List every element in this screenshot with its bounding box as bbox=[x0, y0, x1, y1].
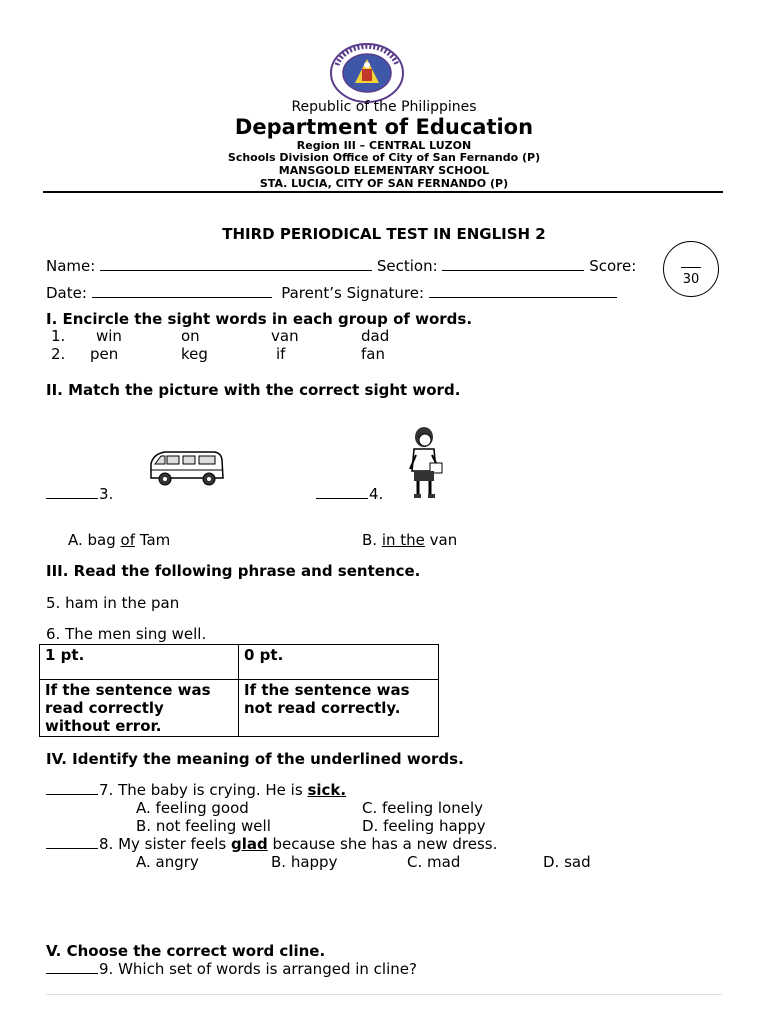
school-address: STA. LUCIA, CITY OF SAN FERNANDO (P) bbox=[259, 177, 509, 190]
part1-row-1-word-3: van bbox=[271, 327, 299, 345]
name-label: Name: bbox=[46, 257, 96, 275]
q7-option-a: A. feeling good bbox=[136, 799, 249, 817]
question-8-text-end: because she has a new dress. bbox=[267, 835, 498, 853]
region-text: Region III – CENTRAL LUZON bbox=[296, 139, 472, 152]
section-field[interactable] bbox=[442, 256, 584, 271]
question-9-answer-blank[interactable] bbox=[46, 961, 98, 974]
part3-heading: III. Read the following phrase and sentence. bbox=[46, 562, 421, 580]
deped-seal bbox=[329, 43, 405, 103]
page-bottom-divider bbox=[46, 994, 722, 995]
question-8-text: 8. My sister feels bbox=[99, 835, 231, 853]
q7-option-c: C. feeling lonely bbox=[362, 799, 484, 817]
question-8-underlined-word: glad bbox=[231, 835, 268, 853]
choice-b bbox=[362, 531, 457, 549]
part1-heading: I. Encircle the sight words in each group of words. bbox=[46, 310, 473, 328]
item-5: 5. ham in the pan bbox=[46, 594, 180, 612]
choice-a-suffix: Tam bbox=[135, 531, 171, 549]
q8-option-c: C. mad bbox=[407, 853, 461, 871]
parent-signature-label: Parent’s Signature: bbox=[281, 284, 425, 302]
item-4-number: 4. bbox=[369, 485, 384, 503]
name-row bbox=[46, 256, 636, 275]
header-divider bbox=[43, 191, 723, 193]
question-8 bbox=[46, 835, 497, 853]
item-3-number: 3. bbox=[99, 485, 114, 503]
division-text: Schools Division Office of City of San Fernando (P) bbox=[227, 151, 541, 164]
score-circle[interactable] bbox=[663, 241, 719, 297]
part2-heading: II. Match the picture with the correct sight word. bbox=[46, 381, 461, 399]
part1-row-1-word-2: on bbox=[181, 327, 200, 345]
scoring-table-body-row bbox=[40, 680, 439, 737]
score-label: Score: bbox=[589, 257, 637, 275]
part5-heading: V. Choose the correct word cline. bbox=[46, 942, 326, 960]
choice-b-prefix: B. bbox=[362, 531, 382, 549]
question-9-text: 9. Which set of words is arranged in cline? bbox=[99, 960, 417, 978]
score-blank bbox=[681, 267, 701, 268]
section-label: Section: bbox=[376, 257, 438, 275]
question-7-underlined-word: sick. bbox=[307, 781, 347, 799]
choice-b-underlined: in the bbox=[381, 531, 425, 549]
part1-row-2-word-3: if bbox=[276, 345, 286, 363]
q7-option-b: B. not feeling well bbox=[136, 817, 271, 835]
item-6: 6. The men sing well. bbox=[46, 625, 207, 643]
q8-option-b: B. happy bbox=[271, 853, 338, 871]
school-name: MANSGOLD ELEMENTARY SCHOOL bbox=[278, 164, 490, 177]
choice-b-suffix: van bbox=[424, 531, 458, 549]
part1-row-2-num: 2. bbox=[51, 345, 66, 363]
boy-with-bag-picture bbox=[404, 425, 448, 501]
part1-row-1-word-4: dad bbox=[361, 327, 390, 345]
question-8-answer-blank[interactable] bbox=[46, 836, 98, 849]
item-3-answer-blank[interactable] bbox=[46, 486, 98, 499]
q8-option-a: A. angry bbox=[136, 853, 199, 871]
test-title: THIRD PERIODICAL TEST IN ENGLISH 2 bbox=[222, 225, 546, 243]
item-4-answer-blank[interactable] bbox=[316, 486, 368, 499]
part1-row-1-num: 1. bbox=[51, 327, 66, 345]
part1-row-2-word-2: keg bbox=[181, 345, 208, 363]
date-row bbox=[46, 283, 617, 302]
part1-row-1-word-1: win bbox=[96, 327, 122, 345]
choice-a-underlined: of bbox=[120, 531, 136, 549]
scoring-col2-text: If the sentence was not read correctly. bbox=[239, 680, 439, 737]
date-label: Date: bbox=[46, 284, 87, 302]
name-field[interactable] bbox=[100, 256, 372, 271]
part1-row-2-word-4: fan bbox=[361, 345, 385, 363]
choice-a bbox=[68, 531, 170, 549]
choice-a-prefix: A. bag bbox=[68, 531, 121, 549]
scoring-table-header-row bbox=[40, 645, 439, 680]
part1-row-2-word-1: pen bbox=[90, 345, 119, 363]
q7-option-d: D. feeling happy bbox=[362, 817, 486, 835]
question-9 bbox=[46, 960, 417, 978]
part4-heading: IV. Identify the meaning of the underlined words. bbox=[46, 750, 464, 768]
date-field[interactable] bbox=[92, 283, 272, 298]
parent-signature-field[interactable] bbox=[429, 283, 617, 298]
scoring-col2-head: 0 pt. bbox=[239, 645, 439, 680]
item-4 bbox=[316, 485, 383, 503]
van-picture bbox=[147, 448, 225, 488]
item-3 bbox=[46, 485, 113, 503]
department-title: Department of Education bbox=[234, 115, 534, 139]
scoring-col1-text: If the sentence was read correctly without error. bbox=[40, 680, 239, 737]
score-total: 30 bbox=[682, 272, 700, 287]
q8-option-d: D. sad bbox=[543, 853, 591, 871]
scoring-col1-head: 1 pt. bbox=[40, 645, 239, 680]
scoring-table bbox=[39, 644, 439, 737]
question-7-text: 7. The baby is crying. He is bbox=[99, 781, 308, 799]
question-7-answer-blank[interactable] bbox=[46, 782, 98, 795]
republic-text: Republic of the Philippines bbox=[291, 99, 477, 115]
question-7 bbox=[46, 781, 346, 799]
